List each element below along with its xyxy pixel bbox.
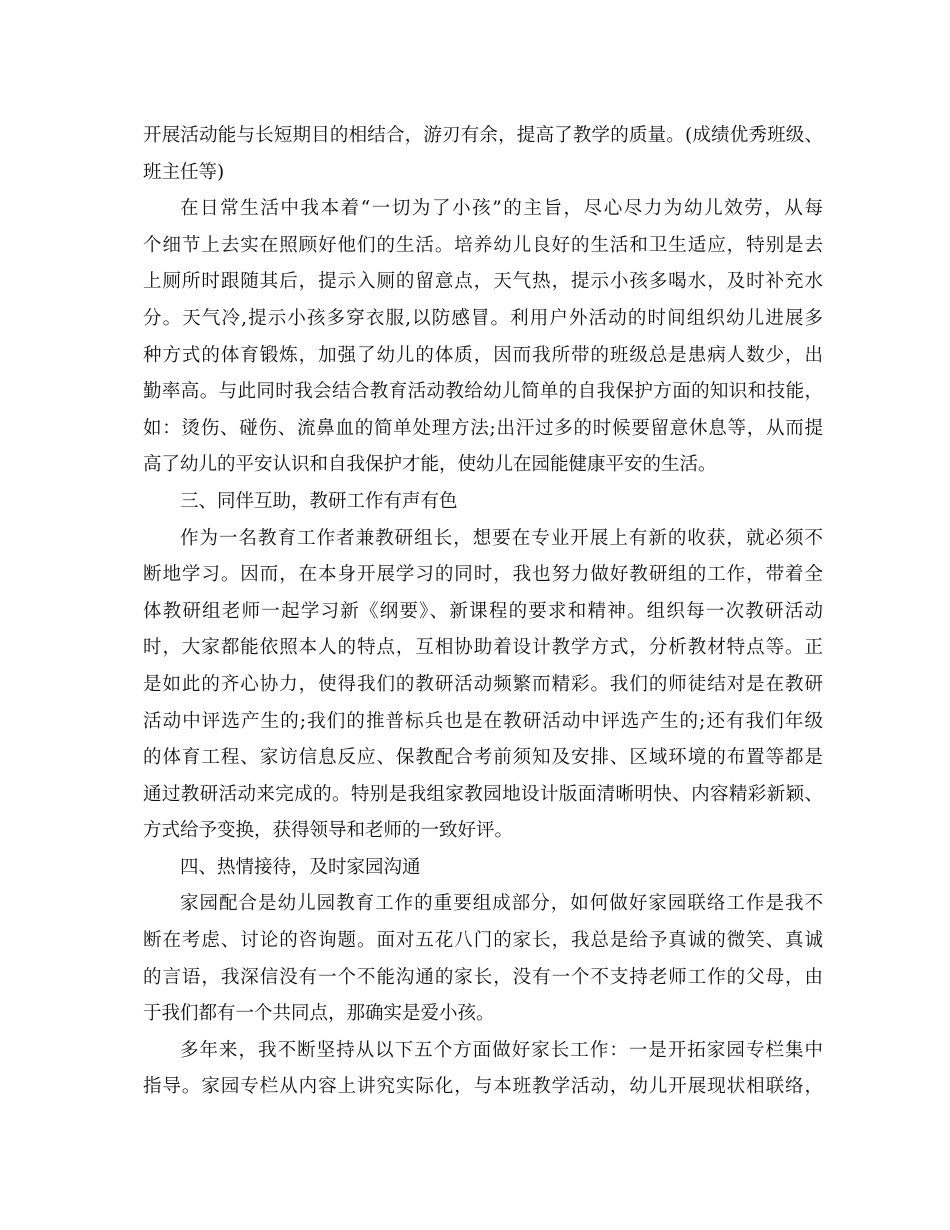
text-line: 如：烫伤、碰伤、流鼻血的简单处理方法;出汗过多的时候要留意休息等，从而提 — [143, 417, 823, 439]
text-line: 种方式的体育锻炼，加强了幼儿的体质，因而我所带的班级总是患病人数少，出 — [143, 344, 823, 366]
text-line: 个细节上去实在照顾好他们的生活。培养幼儿良好的生活和卫生适应，特别是去 — [143, 234, 823, 256]
text-line: 的言语，我深信没有一个不能沟通的家长，没有一个不支持老师工作的父母，由 — [143, 966, 823, 988]
text-line: 方式给予变换，获得领导和老师的一致好评。 — [143, 820, 514, 842]
body-text — [143, 118, 823, 1106]
text-line: 于我们都有一个共同点，那确实是爱小孩。 — [143, 1003, 495, 1025]
text-line: 勤率高。与此同时我会结合教育活动教给幼儿简单的自我保护方面的知识和技能， — [143, 381, 823, 403]
text-line: 开展活动能与长短期目的相结合，游刃有余，提高了教学的质量。(成绩优秀班级、 — [143, 125, 823, 146]
text-line: 高了幼儿的平安认识和自我保护才能，使幼儿在园能健康平安的生活。 — [143, 454, 717, 476]
text-line: 四、热情接待，及时家园沟通 — [180, 856, 421, 878]
text-line: 上厕所时跟随其后，提示入厕的留意点，天气热，提示小孩多喝水，及时补充水 — [143, 271, 823, 293]
text-line: 的体育工程、家访信息反应、保教配合考前须知及安排、区域环境的布置等都是 — [143, 747, 823, 769]
text-line: 断在考虑、讨论的咨询题。面对五花八门的家长，我总是给予真诚的微笑、真诚 — [143, 930, 823, 952]
text-line: 体教研组老师一起学习新《纲要》、新课程的要求和精神。组织每一次教研活动 — [143, 600, 823, 622]
text-line: 家园配合是幼儿园教育工作的重要组成部分，如何做好家园联络工作是我不 — [180, 893, 823, 915]
text-line: 分。天气冷,提示小孩多穿衣服,以防感冒。利用户外活动的时间组织幼儿进展多 — [143, 307, 823, 329]
text-line: 三、同伴互助，教研工作有声有色 — [180, 490, 458, 512]
text-line: 通过教研活动来完成的。特别是我组家教园地设计版面清晰明快、内容精彩新颖、 — [143, 783, 823, 805]
text-line: 在日常生活中我本着“一切为了小孩”的主旨，尽心尽力为幼儿效劳，从每 — [180, 198, 823, 220]
text-line: 时，大家都能依照本人的特点，互相协助着设计教学方式，分析教材特点等。正 — [143, 637, 823, 659]
text-line: 多年来，我不断坚持从以下五个方面做好家长工作：一是开拓家园专栏集中 — [180, 1039, 823, 1061]
text-line: 班主任等) — [143, 161, 225, 183]
text-line: 是如此的齐心协力，使得我们的教研活动频繁而精彩。我们的师徒结对是在教研 — [143, 673, 823, 695]
text-line: 断地学习。因而，在本身开展学习的同时，我也努力做好教研组的工作，带着全 — [143, 564, 823, 586]
text-line: 活动中评选产生的;我们的推普标兵也是在教研活动中评选产生的;还有我们年级 — [143, 710, 823, 732]
text-line: 作为一名教育工作者兼教研组长，想要在专业开展上有新的收获，就必须不 — [180, 527, 823, 549]
text-line: 指导。家园专栏从内容上讲究实际化，与本班教学活动，幼儿开展现状相联络， — [143, 1076, 823, 1098]
